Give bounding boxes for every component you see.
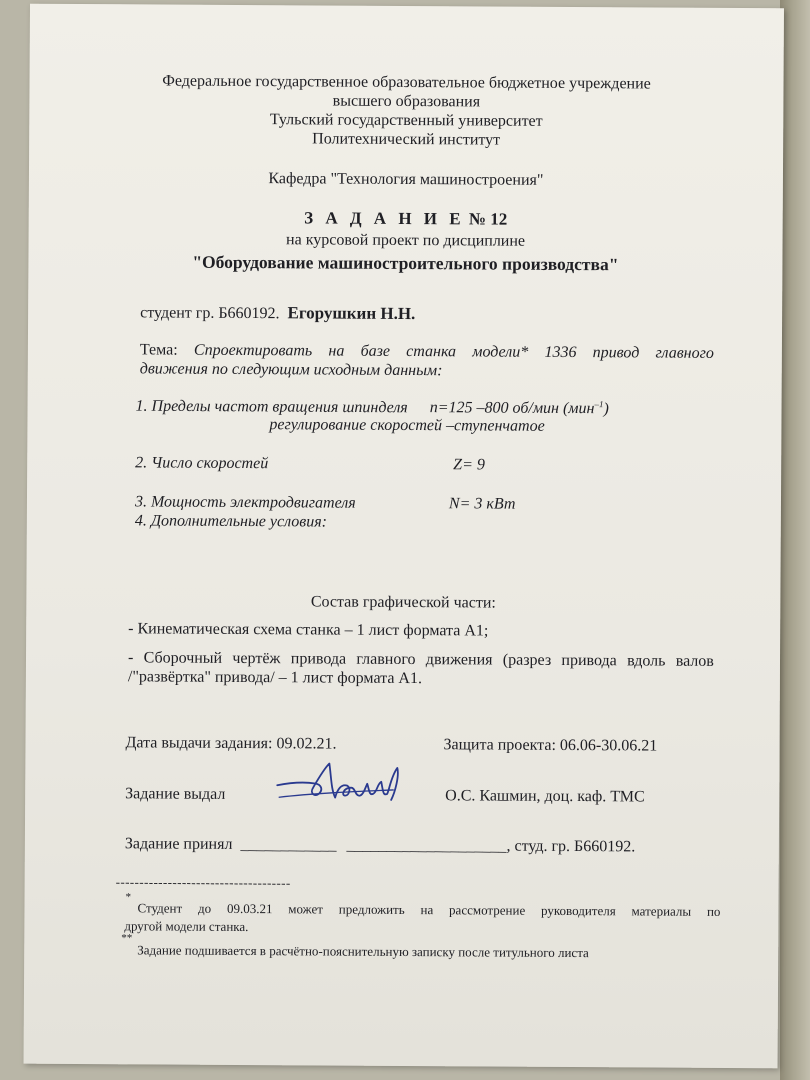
topic-word: на xyxy=(328,342,345,360)
footnote-word: 09.03.21 xyxy=(226,900,273,917)
department-name: Кафедра "Технология машиностроения" xyxy=(268,170,544,189)
footnote-1-mark: * xyxy=(125,891,132,904)
topic-word: 1336 xyxy=(544,343,577,362)
footnote-word: может xyxy=(288,901,324,917)
footnote-word: руководителя xyxy=(541,902,616,919)
topic-line-1 xyxy=(140,341,714,363)
topic-word: станка xyxy=(406,343,457,361)
graphics-bullet-1: - Кинематическая схема станка – 1 лист формата А1; xyxy=(128,620,489,640)
accepted-blank-1: ____________ xyxy=(240,835,337,854)
issuer-signature xyxy=(271,753,411,814)
footnote-1-line-1 xyxy=(137,900,720,920)
graphics-bullet-2-line-1 xyxy=(128,649,714,671)
topic-word: главного xyxy=(655,344,714,362)
footnote-word: на xyxy=(420,902,434,918)
background-edge xyxy=(780,0,810,1080)
accepted-label: Задание принял xyxy=(124,835,233,853)
accepted-blank-2: ____________________ xyxy=(346,836,507,855)
item-1-close: ) xyxy=(603,400,609,418)
topic-word: базе xyxy=(360,342,391,360)
graphics-bullet-2-line-2: /"развёртка" привода/ – 1 лист формата А1. xyxy=(127,668,423,688)
footnote-word: Студент xyxy=(137,900,183,916)
item-2-label: 2. Число скоростей xyxy=(135,454,269,473)
footnote-word: предложить xyxy=(338,901,405,918)
graphics-heading: Состав графической части: xyxy=(310,593,496,612)
institution-line-2: высшего образования xyxy=(332,92,481,111)
footnote-word: рассмотрение xyxy=(449,902,526,918)
item-3-value: N= 3 кВт xyxy=(448,495,516,513)
student-line xyxy=(140,302,415,324)
bullet-word: вдоль xyxy=(627,652,666,670)
bullet-word: привода xyxy=(561,651,617,670)
discipline-name: "Оборудование машиностроительного производства" xyxy=(192,251,619,275)
assignment-subtitle: на курсовой проект по дисциплине xyxy=(286,231,526,250)
topic-line-2: движения по следующим исходным данным: xyxy=(139,360,443,380)
footnote-2-text: Задание подшивается в расчётно-пояснительную записку после титульного листа xyxy=(137,942,589,961)
accepted-line xyxy=(125,835,635,856)
item-1-line-2: регулирование скоростей –ступенчатое xyxy=(269,416,545,435)
defense-dates: Защита проекта: 06.06-30.06.21 xyxy=(443,736,658,755)
footnote-1-line-2: другой модели станка. xyxy=(124,918,249,935)
assignment-sheet xyxy=(24,4,784,1069)
item-1-sup: –1 xyxy=(594,399,604,410)
bullet-word: привода xyxy=(290,650,347,668)
bullet-word: чертёж xyxy=(232,649,281,668)
footnote-word: по xyxy=(706,903,721,919)
item-1 xyxy=(135,396,608,418)
issuer-name: О.С. Кашмин, доц. каф. ТМС xyxy=(445,787,645,806)
accepted-suffix: , студ. гр. Б660192. xyxy=(506,837,636,856)
footnote-word: материалы xyxy=(631,903,692,919)
student-name: Егорушкин Н.Н. xyxy=(287,303,416,324)
topic-word: модели* xyxy=(472,343,529,361)
topic-label: Тема: xyxy=(139,341,178,359)
bullet-word: валов xyxy=(675,652,714,670)
student-group: студент гр. Б660192. xyxy=(140,304,280,323)
institution-line-1: Федеральное государственное образовательное бюджетное учреждение xyxy=(162,72,651,93)
assignment-title xyxy=(29,207,783,232)
topic-word: привод xyxy=(592,344,640,362)
item-4-label: 4. Дополнительные условия: xyxy=(134,512,328,531)
bullet-word: - xyxy=(127,649,134,667)
bullet-word: движения xyxy=(425,651,493,669)
footnote-2-mark: ** xyxy=(121,932,133,945)
item-1-label: 1. Пределы частот вращения шпинделя xyxy=(135,397,408,417)
assignment-word: З А Д А Н И Е xyxy=(304,208,465,229)
university-name: Тульский государственный университет xyxy=(269,111,543,130)
issued-label: Задание выдал xyxy=(125,785,226,803)
topic-word: Спроектировать xyxy=(193,341,313,360)
bullet-word: (разрез xyxy=(502,651,552,669)
institute-name: Политехнический институт xyxy=(312,130,501,149)
assignment-number: № 12 xyxy=(468,209,508,229)
bullet-word: главного xyxy=(356,650,416,669)
item-3-label: 3. Мощность электродвигателя xyxy=(134,493,356,512)
issue-date: Дата выдачи задания: 09.02.21. xyxy=(125,734,337,753)
footnote-separator: ------------------------------------- xyxy=(115,874,291,891)
item-1-value: n=125 –800 об/мин (мин xyxy=(429,399,595,418)
item-2-value: Z= 9 xyxy=(453,456,485,474)
footnote-word: до xyxy=(197,900,212,916)
bullet-word: Сборочный xyxy=(143,649,223,667)
